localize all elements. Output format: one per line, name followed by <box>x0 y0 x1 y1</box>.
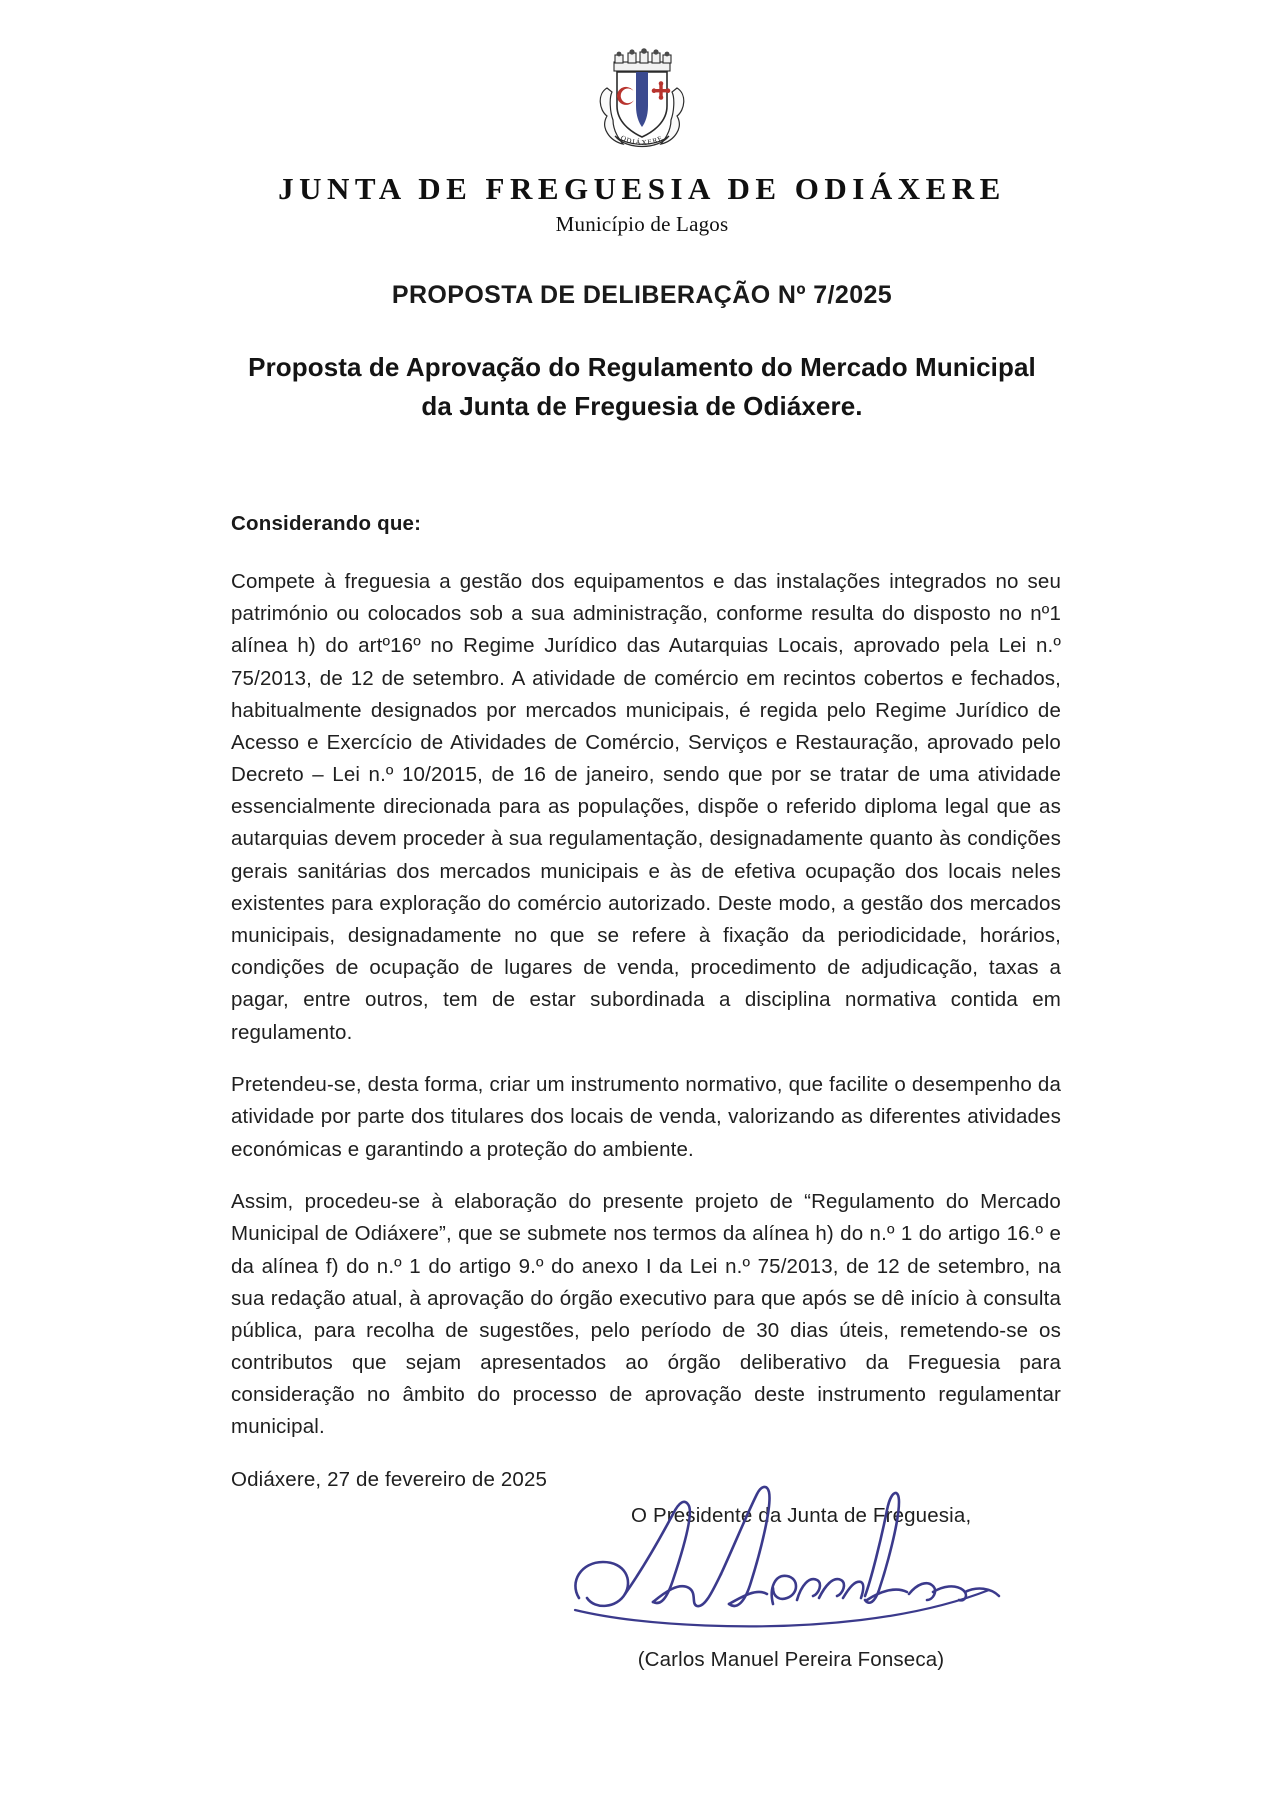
municipality-name: Município de Lagos <box>555 212 729 237</box>
page-title-line-1: Proposta de Aprovação do Regulamento do Mercado Municipal <box>248 352 1036 383</box>
svg-text:ODIÁXERE: ODIÁXERE <box>619 133 665 147</box>
place-and-date: Odiáxere, 27 de fevereiro de 2025 <box>231 1468 548 1492</box>
coat-of-arms-icon <box>588 44 696 156</box>
document-header <box>0 0 1284 237</box>
handwritten-signature <box>561 1470 1021 1660</box>
document-body <box>223 512 1061 1708</box>
signature-caption: O Presidente da Junta de Freguesia, <box>631 1504 972 1528</box>
paragraph-1: Compete à freguesia a gestão dos equipamentos e das instalações integrados no seu património ou colocados sob a sua administração, conforme resulta do disposto no nº1 alínea h) do artº16º no Regime Jurídico das Autarquias Locais, aprovado pela Lei n.º 75/2013, de 12 de setembro. A atividade de comércio em recintos cobertos e fechados, habitualmente designados por mercados municipais, é regida pelo Regime Jurídico de Acesso e Exercício de Atividades de Comércio, Serviços e Restauração, aprovado pelo Decreto – Lei n.º 10/2015, de 16 de janeiro, sendo que por se tratar de uma atividade essencialmente direcionada para as populações, dispõe o referido diploma legal que as autarquias devem proceder à sua regulamentação, designadamente quanto às condições gerais sanitárias dos mercados municipais e às de efetiva ocupação dos locais neles existentes para exploração do comércio autorizado. Deste modo, a gestão dos mercados municipais, designadamente no que se refere à fixação da periodicidade, horários, condições de ocupação de lugares de venda, procedimento de adjudicação, taxas a pagar, entre outros, tem de estar subordinada a disciplina normativa contida em regulamento. <box>231 570 1061 1044</box>
page-title <box>227 348 1057 426</box>
paragraph-2: Pretendeu-se, desta forma, criar um instrumento normativo, que facilite o desempenho da atividade por parte dos titulares dos locais de venda, valorizando as diferentes atividades económicas e garantindo a proteção do ambiente. <box>231 1073 1061 1161</box>
organization-name: JUNTA DE FREGUESIA DE ODIÁXERE <box>278 171 1006 206</box>
considering-heading: Considerando que: <box>231 512 422 536</box>
signature-block <box>231 1498 1061 1708</box>
page-title-line-2: da Junta de Freguesia de Odiáxere. <box>421 391 863 422</box>
paragraph-3: Assim, procedeu-se à elaboração do presente projeto de “Regulamento do Mercado Municipal de Odiáxere”, que se submete nos termos da alínea h) do n.º 1 do artigo 16.º e da alínea f) do n.º 1 do artigo 9.º do anexo I da Lei n.º 75/2013, de 12 de setembro, na sua redação atual, à aprovação do órgão executivo para que após se dê início à consulta pública, para recolha de sugestões, pelo período de 30 dias úteis, remetendo-se os contributos que sejam apresentados ao órgão deliberativo da Freguesia para consideração no âmbito do processo de aprovação deste instrumento regulamentar municipal. <box>231 1190 1061 1439</box>
document-number: PROPOSTA DE DELIBERAÇÃO Nº 7/2025 <box>391 281 893 310</box>
signatory-name: (Carlos Manuel Pereira Fonseca) <box>637 1648 945 1672</box>
